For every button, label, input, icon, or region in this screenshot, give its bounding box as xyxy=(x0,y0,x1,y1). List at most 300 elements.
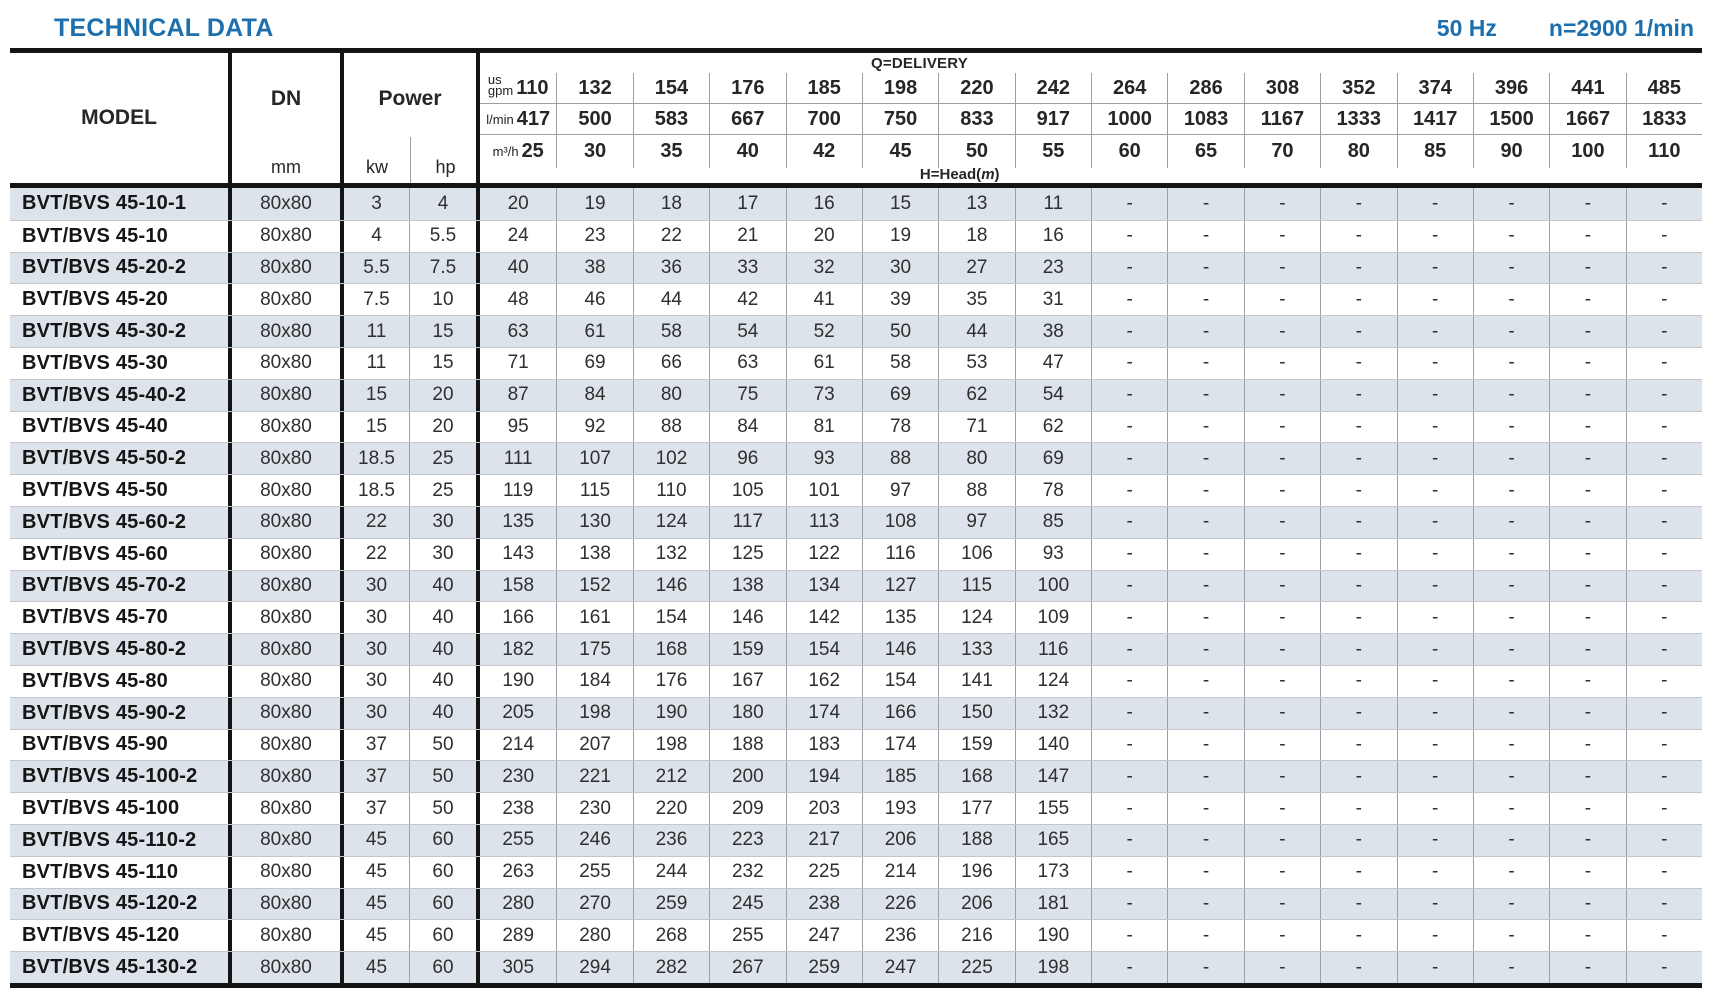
head-value-cell: 198 xyxy=(633,730,709,761)
flow-unit-value: 441 xyxy=(1571,76,1605,99)
head-value-cell: 236 xyxy=(633,825,709,856)
model-cell: BVT/BVS 45-80 xyxy=(10,666,232,697)
head-value-cell: - xyxy=(1473,793,1549,824)
head-value-cell: 81 xyxy=(786,412,862,443)
head-value-cell: 190 xyxy=(502,670,535,692)
head-value-cell: - xyxy=(1244,920,1320,951)
head-value-cell: 48 xyxy=(507,288,529,310)
head-value-cell: 161 xyxy=(556,602,632,633)
power-kw-cell: 5.5 xyxy=(344,253,410,284)
power-kw-cell: 30 xyxy=(344,698,410,729)
head-value-cell: 267 xyxy=(709,952,785,983)
head-value-cell: - xyxy=(1397,602,1473,633)
flow-unit-value: 286 xyxy=(1189,76,1223,99)
head-value-cell: 85 xyxy=(1015,507,1091,538)
head-value-cell: 100 xyxy=(1015,571,1091,602)
delivery-header-band xyxy=(480,53,1702,73)
flow-value-cell xyxy=(1397,104,1473,135)
table-row xyxy=(10,824,1702,856)
head-value-cell: 209 xyxy=(709,793,785,824)
flow-value-cell xyxy=(1320,73,1396,104)
head-value-cell: 238 xyxy=(786,889,862,920)
head-value-cell: 71 xyxy=(938,412,1014,443)
head-value-cell: - xyxy=(1244,730,1320,761)
head-value-cell: 38 xyxy=(1015,316,1091,347)
head-value-cell: 106 xyxy=(938,539,1014,570)
head-value-cell: 255 xyxy=(556,857,632,888)
head-value-cell: - xyxy=(1320,698,1396,729)
head-value-cell: 22 xyxy=(633,221,709,252)
flow-value-cell xyxy=(1473,104,1549,135)
head-value-cell: 159 xyxy=(938,730,1014,761)
head-value-cell: - xyxy=(1091,253,1167,284)
head-value-cell: 247 xyxy=(786,920,862,951)
model-cell: BVT/BVS 45-90 xyxy=(10,730,232,761)
head-value-cell: 13 xyxy=(938,188,1014,220)
flow-unit-value: 25 xyxy=(521,140,544,162)
power-hp-cell: 7.5 xyxy=(410,253,480,284)
head-header-band xyxy=(480,168,1702,183)
head-value-cell: 177 xyxy=(938,793,1014,824)
flow-unit-value: 1083 xyxy=(1183,107,1229,130)
flow-unit-value: 1167 xyxy=(1260,107,1305,130)
flow-value-cell xyxy=(786,135,862,168)
head-value-cell: 78 xyxy=(1015,475,1091,506)
head-value-cell: 154 xyxy=(786,634,862,665)
head-value-cell: - xyxy=(1473,412,1549,443)
power-hp-cell: 4 xyxy=(410,188,480,220)
head-value-cell: - xyxy=(1626,602,1702,633)
flow-value-cell xyxy=(1244,135,1320,168)
dn-cell: 80x80 xyxy=(232,825,344,856)
technical-data-table xyxy=(10,48,1702,988)
head-value-cell: 193 xyxy=(862,793,938,824)
head-value-cell: - xyxy=(1091,666,1167,697)
head-value-cell: 46 xyxy=(556,284,632,315)
flow-value-cell xyxy=(1473,135,1549,168)
table-row xyxy=(10,474,1702,506)
head-value-cell: 180 xyxy=(709,698,785,729)
head-value-cell: - xyxy=(1549,952,1625,983)
head-value-cell: - xyxy=(1626,761,1702,792)
head-value-cell: 167 xyxy=(709,666,785,697)
head-value-cell: 115 xyxy=(556,475,632,506)
head-value-cell: - xyxy=(1320,316,1396,347)
head-value-cell: 63 xyxy=(709,348,785,379)
head-value-cell: 134 xyxy=(786,571,862,602)
head-value-cell: - xyxy=(1549,825,1625,856)
model-cell: BVT/BVS 45-130-2 xyxy=(10,952,232,983)
head-value-cell: - xyxy=(1091,857,1167,888)
flow-unit-value: 185 xyxy=(807,76,841,99)
power-kw-cell: 45 xyxy=(344,952,410,983)
power-kw-cell: 37 xyxy=(344,730,410,761)
head-value-cell: - xyxy=(1626,221,1702,252)
head-value-cell: - xyxy=(1167,316,1243,347)
head-value-cell: 146 xyxy=(633,571,709,602)
table-row xyxy=(10,951,1702,983)
head-value-cell: 146 xyxy=(709,602,785,633)
head-value-cell: - xyxy=(1091,284,1167,315)
head-value-cell: - xyxy=(1626,920,1702,951)
power-hp-cell: 15 xyxy=(410,348,480,379)
head-value-cell: 44 xyxy=(938,316,1014,347)
head-value-cell: 138 xyxy=(709,571,785,602)
head-value-cell: 19 xyxy=(556,188,632,220)
head-value-cell: - xyxy=(1626,188,1702,220)
head-value-cell: 62 xyxy=(938,380,1014,411)
model-cell: BVT/BVS 45-60 xyxy=(10,539,232,570)
head-value-cell: - xyxy=(1320,889,1396,920)
head-value-cell: 97 xyxy=(862,475,938,506)
head-value-cell: 200 xyxy=(709,761,785,792)
power-hp-cell: 40 xyxy=(410,666,480,697)
head-value-cell: - xyxy=(1397,284,1473,315)
flow-unit-value: 352 xyxy=(1342,76,1376,99)
table-row xyxy=(10,252,1702,284)
head-value-cell: 63 xyxy=(507,320,529,342)
table-row xyxy=(10,570,1702,602)
flow-unit-value: 50 xyxy=(965,140,989,162)
head-value-cell: - xyxy=(1244,443,1320,474)
flow-value-cell xyxy=(1397,73,1473,104)
head-value-cell: - xyxy=(1091,889,1167,920)
model-cell: BVT/BVS 45-70-2 xyxy=(10,571,232,602)
head-value-cell: - xyxy=(1397,634,1473,665)
head-value-cell: 135 xyxy=(502,511,535,533)
head-value-cell: - xyxy=(1167,412,1243,443)
head-value-cell: - xyxy=(1549,698,1625,729)
flow-value-cell xyxy=(938,104,1014,135)
flow-unit-value: 42 xyxy=(813,140,836,162)
flow-unit-value: 198 xyxy=(883,76,918,99)
head-value-cell: - xyxy=(1167,825,1243,856)
head-value-cell: 31 xyxy=(1015,284,1091,315)
head-value-cell: - xyxy=(1091,793,1167,824)
head-value-cell: 246 xyxy=(556,825,632,856)
dn-cell: 80x80 xyxy=(232,698,344,729)
head-value-cell: 21 xyxy=(709,221,785,252)
model-cell: BVT/BVS 45-60-2 xyxy=(10,507,232,538)
flow-unit-value: 1833 xyxy=(1642,107,1687,130)
head-value-cell: 88 xyxy=(633,412,709,443)
power-kw-cell: 7.5 xyxy=(344,284,410,315)
head-value-cell: - xyxy=(1167,602,1243,633)
dn-cell: 80x80 xyxy=(232,221,344,252)
head-value-cell: 124 xyxy=(633,507,709,538)
head-value-cell: 101 xyxy=(786,475,862,506)
flow-unit-value: 1500 xyxy=(1489,107,1534,130)
head-value-cell: 268 xyxy=(633,920,709,951)
head-value-cell: - xyxy=(1320,221,1396,252)
head-value-cell: - xyxy=(1167,571,1243,602)
head-value-cell: 84 xyxy=(556,380,632,411)
flow-value-cell xyxy=(1167,73,1243,104)
power-hp-cell: 30 xyxy=(410,539,480,570)
flow-unit-value: 264 xyxy=(1113,76,1147,99)
head-value-cell: 54 xyxy=(709,316,785,347)
flow-unit-value: 417 xyxy=(516,107,551,130)
flow-unit-value: 35 xyxy=(660,140,683,162)
dn-cell: 80x80 xyxy=(232,412,344,443)
model-cell: BVT/BVS 45-120 xyxy=(10,920,232,951)
flow-unit-value: 485 xyxy=(1647,76,1681,99)
head-value-cell: 50 xyxy=(862,316,938,347)
flow-unit-value: 220 xyxy=(960,76,994,99)
power-kw-cell: 37 xyxy=(344,761,410,792)
head-value-cell: - xyxy=(1549,539,1625,570)
power-kw-cell: 30 xyxy=(344,571,410,602)
flow-unit-line: gpm xyxy=(487,83,514,98)
flow-value-cell xyxy=(709,104,785,135)
head-value-cell: - xyxy=(1320,253,1396,284)
dn-cell: 80x80 xyxy=(232,889,344,920)
head-value-cell: - xyxy=(1473,920,1549,951)
table-row xyxy=(10,347,1702,379)
flow-unit-value: 176 xyxy=(731,76,765,99)
dn-cell: 80x80 xyxy=(232,539,344,570)
head-value-cell: - xyxy=(1244,380,1320,411)
head-value-cell: - xyxy=(1167,539,1243,570)
flow-value-cell xyxy=(633,135,709,168)
head-value-cell: - xyxy=(1549,221,1625,252)
head-value-cell: - xyxy=(1549,602,1625,633)
flow-unit-value: 1333 xyxy=(1336,107,1382,130)
head-value-cell: 174 xyxy=(786,698,862,729)
flow-value-cell xyxy=(786,104,862,135)
page-header xyxy=(10,4,1702,48)
head-value-cell: - xyxy=(1397,507,1473,538)
head-value-cell: 20 xyxy=(786,221,862,252)
head-value-cell: - xyxy=(1320,952,1396,983)
power-hp-cell: 60 xyxy=(410,920,480,951)
head-value-cell: 71 xyxy=(507,352,529,374)
table-row xyxy=(10,315,1702,347)
dn-cell: 80x80 xyxy=(232,857,344,888)
dn-cell: 80x80 xyxy=(232,730,344,761)
head-value-cell: - xyxy=(1244,284,1320,315)
head-value-cell: - xyxy=(1626,284,1702,315)
head-value-cell: - xyxy=(1091,539,1167,570)
power-kw-cell: 45 xyxy=(344,920,410,951)
head-value-cell: 226 xyxy=(862,889,938,920)
head-value-cell: 158 xyxy=(502,574,535,596)
head-value-cell: 23 xyxy=(1015,253,1091,284)
table-row xyxy=(10,760,1702,792)
table-row xyxy=(10,919,1702,951)
head-value-cell: - xyxy=(1397,952,1473,983)
model-cell: BVT/BVS 45-50-2 xyxy=(10,443,232,474)
head-value-cell: 132 xyxy=(1015,698,1091,729)
head-value-cell: - xyxy=(1244,889,1320,920)
head-value-cell: 23 xyxy=(556,221,632,252)
power-hp-cell: 30 xyxy=(410,507,480,538)
power-kw-cell: 30 xyxy=(344,666,410,697)
head-value-cell: 132 xyxy=(633,539,709,570)
flow-value-cell xyxy=(1091,135,1167,168)
flow-unit-value: 132 xyxy=(578,76,612,99)
table-row xyxy=(10,729,1702,761)
flow-unit-value: 1667 xyxy=(1565,107,1611,130)
head-value-cell: - xyxy=(1473,316,1549,347)
dn-cell: 80x80 xyxy=(232,634,344,665)
flow-value-cell xyxy=(1320,135,1396,168)
flow-value-cell xyxy=(1626,135,1702,168)
head-value-cell: 33 xyxy=(709,253,785,284)
head-value-cell: 176 xyxy=(633,666,709,697)
head-value-cell: - xyxy=(1473,507,1549,538)
head-value-cell: - xyxy=(1091,761,1167,792)
power-kw-cell: 15 xyxy=(344,380,410,411)
head-value-cell: 147 xyxy=(1015,761,1091,792)
head-value-cell: - xyxy=(1091,698,1167,729)
head-value-cell: - xyxy=(1549,730,1625,761)
head-value-cell: - xyxy=(1626,253,1702,284)
head-value-cell: - xyxy=(1626,634,1702,665)
dn-cell: 80x80 xyxy=(232,316,344,347)
head-value-cell: - xyxy=(1397,475,1473,506)
head-value-cell: - xyxy=(1091,380,1167,411)
head-value-cell: 259 xyxy=(633,889,709,920)
head-value-cell: - xyxy=(1626,857,1702,888)
head-value-cell: 154 xyxy=(862,666,938,697)
model-cell: BVT/BVS 45-100 xyxy=(10,793,232,824)
dn-cell: 80x80 xyxy=(232,253,344,284)
head-value-cell: - xyxy=(1091,825,1167,856)
head-value-cell: 270 xyxy=(556,889,632,920)
head-value-cell: - xyxy=(1473,952,1549,983)
head-value-cell: 97 xyxy=(938,507,1014,538)
head-value-cell: - xyxy=(1091,316,1167,347)
head-value-cell: - xyxy=(1091,412,1167,443)
flow-value-cell xyxy=(1549,135,1625,168)
head-value-cell: 11 xyxy=(1015,188,1091,220)
head-value-cell: - xyxy=(1167,793,1243,824)
head-value-cell: - xyxy=(1244,602,1320,633)
flow-value-cell xyxy=(633,73,709,104)
head-value-cell: 88 xyxy=(938,475,1014,506)
head-value-cell: 107 xyxy=(556,443,632,474)
head-value-cell: 196 xyxy=(938,857,1014,888)
head-value-cell: 105 xyxy=(709,475,785,506)
flow-unit-value: 40 xyxy=(736,140,759,162)
flow-value-cell xyxy=(1244,73,1320,104)
flow-unit-label xyxy=(488,74,513,96)
head-value-cell: - xyxy=(1091,730,1167,761)
flow-value-cell xyxy=(1015,135,1091,168)
dn-cell: 80x80 xyxy=(232,348,344,379)
power-hp-cell: 40 xyxy=(410,634,480,665)
head-value-cell: - xyxy=(1549,507,1625,538)
head-value-cell: - xyxy=(1397,857,1473,888)
head-value-cell: 93 xyxy=(1015,539,1091,570)
head-value-cell: 66 xyxy=(633,348,709,379)
head-value-cell: 69 xyxy=(1015,443,1091,474)
head-value-cell: 24 xyxy=(507,225,529,247)
model-cell: BVT/BVS 45-10-1 xyxy=(10,188,232,220)
head-value-cell: - xyxy=(1091,602,1167,633)
head-value-cell: 217 xyxy=(786,825,862,856)
flow-value-cell xyxy=(556,104,632,135)
power-kw-cell: 18.5 xyxy=(344,443,410,474)
power-kw-cell: 30 xyxy=(344,634,410,665)
dn-cell: 80x80 xyxy=(232,443,344,474)
flow-value-cell xyxy=(1397,135,1473,168)
head-value-cell: 230 xyxy=(556,793,632,824)
head-value-cell: - xyxy=(1320,730,1396,761)
dn-cell: 80x80 xyxy=(232,188,344,220)
head-value-cell: - xyxy=(1626,380,1702,411)
head-value-cell: 119 xyxy=(503,479,534,501)
flow-value-cell xyxy=(1549,73,1625,104)
table-body xyxy=(10,188,1702,988)
head-value-cell: 280 xyxy=(556,920,632,951)
head-value-cell: - xyxy=(1549,857,1625,888)
power-kw-cell: 22 xyxy=(344,539,410,570)
head-value-cell: 75 xyxy=(709,380,785,411)
dn-unit-label: mm xyxy=(271,157,301,177)
head-value-cell: - xyxy=(1473,475,1549,506)
head-value-cell: 159 xyxy=(709,634,785,665)
head-value-cell: 294 xyxy=(556,952,632,983)
power-hp-cell: 40 xyxy=(410,571,480,602)
head-value-cell: 203 xyxy=(786,793,862,824)
head-value-cell: 198 xyxy=(556,698,632,729)
head-value-cell: 122 xyxy=(786,539,862,570)
head-value-cell: - xyxy=(1473,253,1549,284)
head-value-cell: - xyxy=(1626,952,1702,983)
flow-value-cell xyxy=(1091,73,1167,104)
head-value-cell: - xyxy=(1397,539,1473,570)
flow-value-cell xyxy=(786,73,862,104)
head-value-cell: 35 xyxy=(938,284,1014,315)
head-value-cell: - xyxy=(1320,666,1396,697)
head-value-cell: - xyxy=(1167,221,1243,252)
head-value-cell: - xyxy=(1320,920,1396,951)
head-value-cell: 62 xyxy=(1015,412,1091,443)
power-units xyxy=(344,137,476,183)
flow-unit-value: 60 xyxy=(1118,140,1141,162)
model-cell: BVT/BVS 45-40 xyxy=(10,412,232,443)
page-title: TECHNICAL DATA xyxy=(54,13,274,42)
table-row xyxy=(10,665,1702,697)
head-value-cell: - xyxy=(1626,571,1702,602)
head-value-cell: - xyxy=(1244,539,1320,570)
model-cell: BVT/BVS 45-20 xyxy=(10,284,232,315)
power-hp-cell: 50 xyxy=(410,761,480,792)
head-value-cell: - xyxy=(1626,475,1702,506)
head-value-cell: - xyxy=(1626,539,1702,570)
head-value-cell: - xyxy=(1473,634,1549,665)
table-row xyxy=(10,792,1702,824)
head-value-cell: 44 xyxy=(633,284,709,315)
dn-cell: 80x80 xyxy=(232,284,344,315)
flow-value-cell xyxy=(862,73,938,104)
head-value-cell: 20 xyxy=(507,192,529,214)
model-cell: BVT/BVS 45-90-2 xyxy=(10,698,232,729)
head-value-cell: - xyxy=(1244,952,1320,983)
flow-unit-value: 70 xyxy=(1271,140,1294,162)
model-cell: BVT/BVS 45-40-2 xyxy=(10,380,232,411)
flow-unit-value: 750 xyxy=(883,107,918,130)
head-value-cell: - xyxy=(1549,634,1625,665)
head-value-cell: - xyxy=(1397,761,1473,792)
head-value-cell: - xyxy=(1244,825,1320,856)
flow-unit-line: us xyxy=(487,72,502,87)
head-value-cell: - xyxy=(1244,188,1320,220)
head-value-cell: - xyxy=(1320,284,1396,315)
head-value-cell: 255 xyxy=(709,920,785,951)
